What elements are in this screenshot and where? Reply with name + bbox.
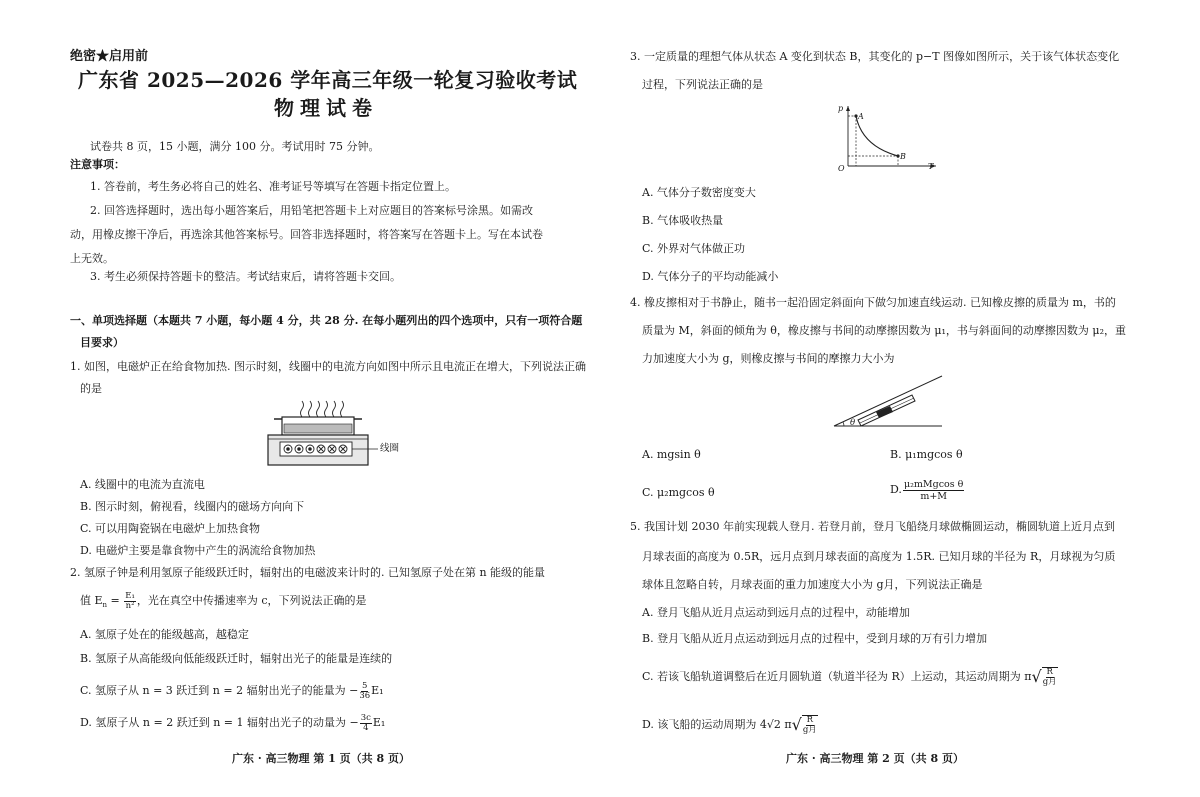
note-item: 2. 回答选择题时，选出每小题答案后，用铅笔把答题卡上对应题目的答案标号涂黑。如需改 bbox=[90, 204, 533, 217]
induction-cooker-figure bbox=[262, 397, 422, 469]
exam-title: 广东省 2025—2026 学年高三年级一轮复习验收考试 bbox=[78, 68, 578, 92]
question-2-option-d: D. 氢原子从 n = 2 跃迁到 n = 1 辐射出光子的动量为 − $\frac{3c}{4}$ E₁ bbox=[80, 712, 386, 733]
graph-label-a: A bbox=[858, 112, 864, 121]
question-3-option-c: C. 外界对气体做正功 bbox=[642, 242, 746, 255]
note-item: 1. 答卷前，考生务必将自己的姓名、准考证号等填写在答题卡指定位置上。 bbox=[90, 180, 456, 193]
question-1-option-c: C. 可以用陶瓷锅在电磁炉上加热食物 bbox=[80, 522, 261, 535]
question-5-option-c: C. 若该飞船轨道调整后在近月圆轨道（轨道半径为 R）上运动，其运动周期为 π √ $\frac{R}{\text{g月}}$ bbox=[642, 667, 1057, 687]
angle-theta-label: θ bbox=[850, 418, 856, 428]
coil-label: 线圈 bbox=[380, 443, 400, 454]
question-4-stem-cont: 力加速度大小为 g，则橡皮擦与书间的摩擦力大小为 bbox=[642, 352, 895, 365]
question-4-option-c: C. μ₂mgcos θ bbox=[642, 486, 715, 499]
note-item: 动，用橡皮擦干净后，再选涂其他答案标号。回答非选择题时，将答案写在答题卡上。写在本试卷 bbox=[70, 228, 543, 241]
question-5-option-d: D. 该飞船的运动周期为 4√2 π √ $\frac{R}{\text{g月}}$ bbox=[642, 715, 817, 735]
confidential-label: 绝密★启用前 bbox=[70, 49, 149, 64]
question-3-option-b: B. 气体吸收热量 bbox=[642, 214, 724, 227]
question-2-option-c: C. 氢原子从 n = 3 跃迁到 n = 2 辐射出光子的能量为 − $\frac{5}{36}$ E₁ bbox=[80, 680, 384, 701]
question-5-stem-cont: 球体且忽略自转，月球表面的重力加速度大小为 g月，下列说法正确是 bbox=[642, 578, 983, 591]
question-5-option-b: B. 登月飞船从近月点运动到远月点的过程中，受到月球的万有引力增加 bbox=[642, 632, 988, 645]
question-1-option-a: A. 线圈中的电流为直流电 bbox=[80, 478, 205, 491]
question-2-option-a: A. 氢原子处在的能级越高，越稳定 bbox=[80, 628, 249, 641]
question-3-stem-cont: 过程，下列说法正确的是 bbox=[642, 78, 763, 91]
question-1-stem: 1. 如图，电磁炉正在给食物加热. 图示时刻，线圈中的电流方向如图中所示且电流正在增大，下列说法正确 bbox=[70, 360, 586, 373]
question-3-option-a: A. 气体分子数密度变大 bbox=[642, 186, 756, 199]
question-5-stem-cont: 月球表面的高度为 0.5R，远月点到月球表面的高度为 1.5R. 已知月球的半径为 R，月球视为匀质 bbox=[642, 550, 1116, 563]
question-5-option-a: A. 登月飞船从近月点运动到远月点的过程中，动能增加 bbox=[642, 606, 910, 619]
note-item: 3. 考生必须保持答题卡的整洁。考试结束后，请将答题卡交回。 bbox=[90, 270, 401, 283]
graph-label-p: p bbox=[838, 104, 844, 113]
question-4-option-a: A. mgsin θ bbox=[642, 448, 701, 461]
question-1-option-d: D. 电磁炉主要是靠食物中产生的涡流给食物加热 bbox=[80, 544, 316, 557]
graph-label-o: O bbox=[838, 164, 845, 173]
question-4-option-d: D. $\frac{\text{μ₂mMgcos θ}}{m+M}$ bbox=[890, 478, 964, 502]
graph-label-b: B bbox=[900, 152, 906, 161]
question-4-stem-cont: 质量为 M，斜面的倾角为 θ，橡皮擦与书间的动摩擦因数为 μ₁，书与斜面间的动摩擦因数为 μ₂，重 bbox=[642, 324, 1126, 337]
notes-heading: 注意事项： bbox=[70, 158, 125, 171]
p-t-graph bbox=[832, 102, 942, 174]
question-3-option-d: D. 气体分子的平均动能减小 bbox=[642, 270, 779, 283]
question-2-option-b: B. 氢原子从高能级向低能级跃迁时，辐射出光子的能量是连续的 bbox=[80, 652, 393, 665]
incline-figure bbox=[832, 372, 944, 430]
exam-page-2 bbox=[600, 0, 1200, 797]
graph-label-t: T bbox=[928, 162, 934, 171]
question-1-stem-cont: 的是 bbox=[80, 382, 102, 395]
exam-info: 试卷共 8 页，15 小题，满分 100 分。考试用时 75 分钟。 bbox=[90, 140, 380, 153]
question-2-stem: 2. 氢原子钟是利用氢原子能级跃迁时，辐射出的电磁波来计时的. 已知氢原子处在第 n 能级的能量 bbox=[70, 566, 546, 579]
question-1-option-b: B. 图示时刻，俯视看，线圈内的磁场方向向下 bbox=[80, 500, 305, 513]
question-4-option-b: B. μ₁mgcos θ bbox=[890, 448, 963, 461]
question-5-stem: 5. 我国计划 2030 年前实现载人登月. 若登月前，登月飞船绕月球做椭圆运动，椭圆轨道上近月点到 bbox=[630, 520, 1115, 533]
page-2-footer: 广东 · 高三物理 第 2 页（共 8 页） bbox=[786, 752, 964, 765]
energy-fraction: $\frac{\text{E₁}}{\text{n²}}$ bbox=[125, 590, 135, 611]
question-2-stem-cont: 值 $E_n$ = $\frac{\text{E₁}}{\text{n²}}$ ，光在真空中传播速率为 c，下列说法正确的是 bbox=[80, 590, 367, 611]
question-4-stem: 4. 橡皮擦相对于书静止，随书一起沿固定斜面向下做匀加速直线运动. 已知橡皮擦的质量为 m，书的 bbox=[630, 296, 1116, 309]
note-item: 上无效。 bbox=[70, 252, 114, 265]
page-1-footer: 广东 · 高三物理 第 1 页（共 8 页） bbox=[232, 752, 410, 765]
exam-subtitle: 物理试卷 bbox=[274, 96, 378, 120]
section-heading-cont: 目要求） bbox=[80, 336, 124, 349]
question-3-stem: 3. 一定质量的理想气体从状态 A 变化到状态 B，其变化的 p−T 图像如图所示，关于该气体状态变化 bbox=[630, 50, 1120, 63]
section-heading: 一、单项选择题（本题共 7 小题，每小题 4 分，共 28 分. 在每小题列出的四个选项中，只有一项符合题 bbox=[70, 314, 583, 327]
